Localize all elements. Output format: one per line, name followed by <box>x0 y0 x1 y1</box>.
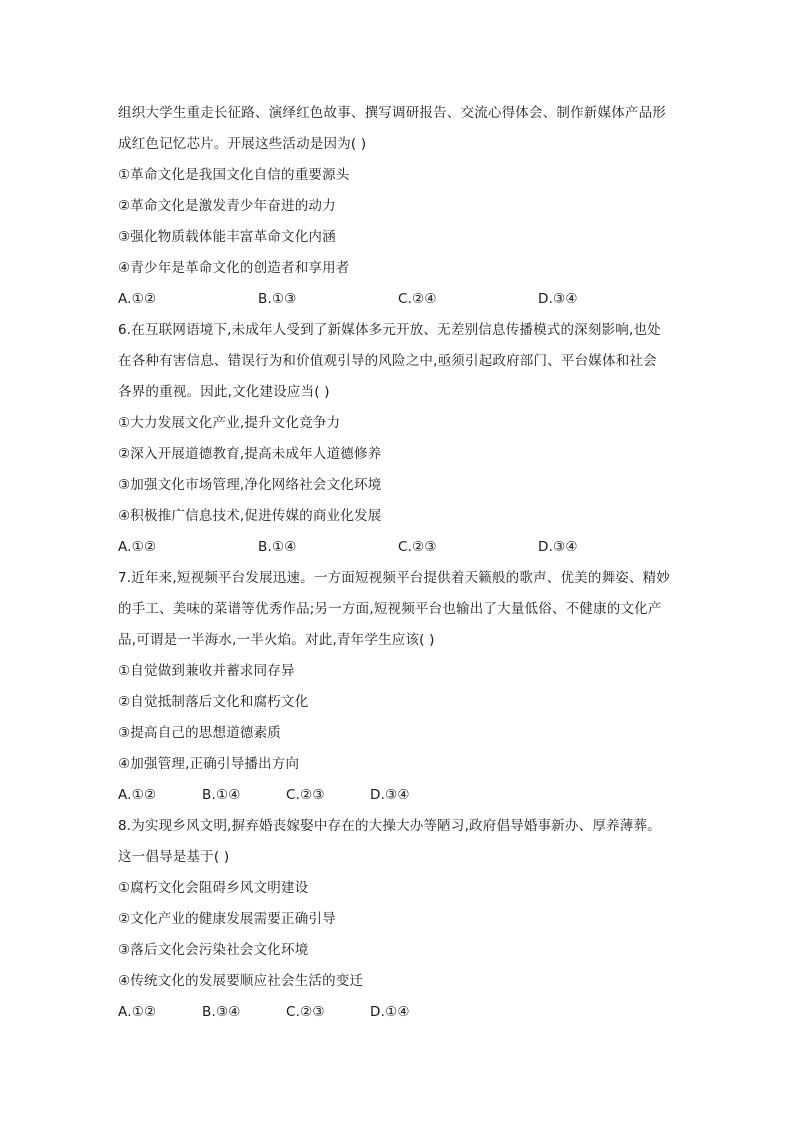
statement-option: ①大力发展文化产业,提升文化竞争力 <box>118 415 341 431</box>
answer-choice-d: D.①④ <box>370 1004 410 1020</box>
answer-choices <box>118 997 684 1028</box>
question-stem-line: 各界的重视。因此,文化建设应当( ) <box>118 384 330 400</box>
statement-option: ④积极推广信息技术,促进传媒的商业化发展 <box>118 508 382 524</box>
answer-choice-d: D.③④ <box>370 787 410 803</box>
question-stem-line: 8.为实现乡风文明,摒弃婚丧嫁娶中存在的大操大办等陋习,政府倡导婚事新办、厚养薄葬。 <box>118 818 661 834</box>
question-stem-line: 7.近年来,短视频平台发展迅速。一方面短视频平台提供着天籁般的歌声、优美的舞姿、精妙 <box>118 570 671 586</box>
question-6 <box>118 315 684 563</box>
answer-choice-d: D.③④ <box>538 291 578 307</box>
question-stem-line: 组织大学生重走长征路、演绎红色故事、撰写调研报告、交流心得体会、制作新媒体产品形 <box>118 105 666 121</box>
answer-choice-d: D.③④ <box>538 539 578 555</box>
document-content <box>118 98 684 1028</box>
statement-option: ②文化产业的健康发展需要正确引导 <box>118 911 336 927</box>
answer-choice-c: C.②④ <box>398 291 437 307</box>
statement-option: ①自觉做到兼收并蓄求同存异 <box>118 663 295 679</box>
answer-choice-b: B.①④ <box>202 787 241 803</box>
question-stem-line: 这一倡导是基于( ) <box>118 849 230 865</box>
answer-choice-a: A.①② <box>118 291 157 307</box>
answer-choice-b: B.③④ <box>202 1004 241 1020</box>
question-stem-line: 6.在互联网语境下,未成年人受到了新媒体多元开放、无差别信息传播模式的深刻影响,也处 <box>118 322 661 338</box>
question-7 <box>118 563 684 811</box>
statement-option: ①革命文化是我国文化自信的重要源头 <box>118 167 350 183</box>
answer-choice-a: A.①② <box>118 787 157 803</box>
answer-choices <box>118 532 684 563</box>
question-stem-line: 成红色记忆芯片。开展这些活动是因为( ) <box>118 136 367 152</box>
question-stem-line: 品,可谓是一半海水,一半火焰。对此,青年学生应该( ) <box>118 632 435 648</box>
answer-choice-c: C.②③ <box>286 1004 325 1020</box>
question-stem-line: 在各种有害信息、错误行为和价值观引导的风险之中,亟须引起政府部门、平台媒体和社会 <box>118 353 657 369</box>
question-8 <box>118 811 684 1028</box>
answer-choice-b: B.①③ <box>258 291 297 307</box>
statement-option: ③提高自己的思想道德素质 <box>118 725 282 741</box>
answer-choice-a: A.①② <box>118 1004 157 1020</box>
statement-option: ②自觉抵制落后文化和腐朽文化 <box>118 694 309 710</box>
answer-choices <box>118 780 684 811</box>
statement-option: ①腐朽文化会阻碍乡风文明建设 <box>118 880 309 896</box>
statement-option: ③落后文化会污染社会文化环境 <box>118 942 309 958</box>
statement-option: ②深入开展道德教育,提高未成年人道德修养 <box>118 446 382 462</box>
answer-choice-a: A.①② <box>118 539 157 555</box>
statement-option: ②革命文化是激发青少年奋进的动力 <box>118 198 336 214</box>
answer-choice-c: C.②③ <box>286 787 325 803</box>
answer-choice-c: C.②③ <box>398 539 437 555</box>
question-stem-line: 的手工、美味的菜谱等优秀作品;另一方面,短视频平台也输出了大量低俗、不健康的文化产 <box>118 601 662 617</box>
statement-option: ③加强文化市场管理,净化网络社会文化环境 <box>118 477 382 493</box>
statement-option: ③强化物质载体能丰富革命文化内涵 <box>118 229 336 245</box>
statement-option: ④传统文化的发展要顺应社会生活的变迁 <box>118 973 364 989</box>
question-5 <box>118 98 684 315</box>
statement-option: ④加强管理,正确引导播出方向 <box>118 756 300 772</box>
answer-choice-b: B.①④ <box>258 539 297 555</box>
answer-choices <box>118 284 684 315</box>
statement-option: ④青少年是革命文化的创造者和享用者 <box>118 260 350 276</box>
